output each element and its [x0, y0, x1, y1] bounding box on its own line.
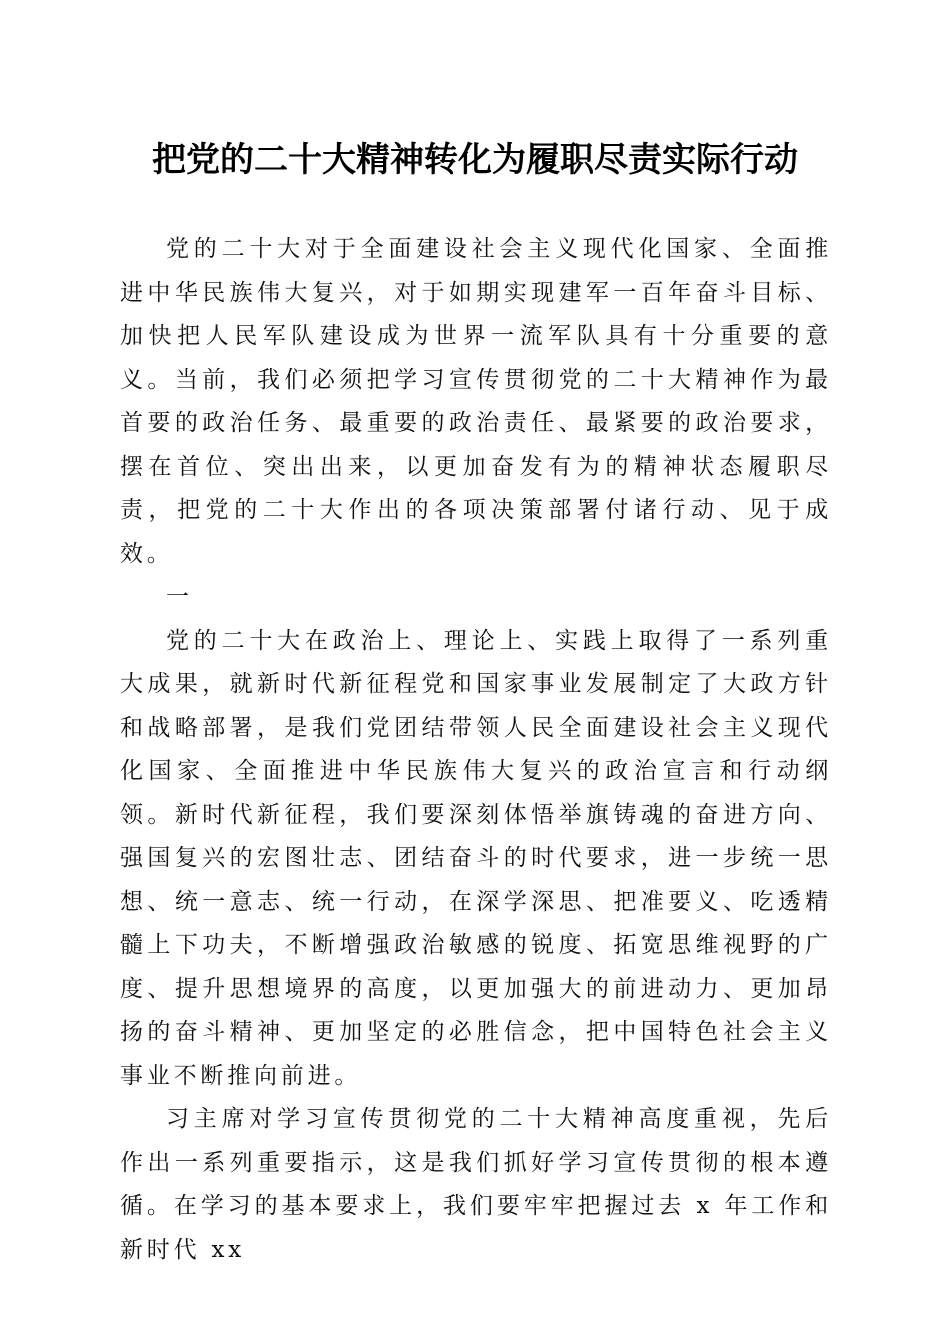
document-title: 把党的二十大精神转化为履职尽责实际行动 — [152, 140, 798, 180]
section-paragraph-2: 习主席对学习宣传贯彻党的二十大精神高度重视，先后作出一系列重要指示，这是我们抓好学习宣传贯彻的根本遵循。在学习的基本要求上，我们要牢牢把握过去 x 年工作和新时代 xx — [120, 1106, 832, 1263]
section-paragraph-1: 党的二十大在政治上、理论上、实践上取得了一系列重大成果，就新时代新征程党和国家事业发展制定了大政方针和战略部署，是我们党团结带领人民全面建设社会主义现代化国家、全面推进中华民族伟大复兴的政治宣言和行动纲领。新时代新征程，我们要深刻体悟举旗铸魂的奋进方向、强国复兴的宏图壮志、团结奋斗的时代要求，进一步统一思想、统一意志、统一行动，在深学深思、把准要义、吃透精髓上下功夫，不断增强政治敏感的锐度、拓宽思维视野的广度、提升思想境界的高度，以更加强大的前进动力、更加昂扬的奋斗精神、更加坚定的必胜信念，把中国特色社会主义事业不断推向前进。 — [120, 627, 832, 1089]
section-number: 一 — [166, 584, 193, 610]
document-body — [120, 228, 832, 1272]
intro-paragraph: 党的二十大对于全面建设社会主义现代化国家、全面推进中华民族伟大复兴，对于如期实现建军一百年奋斗目标、加快把人民军队建设成为世界一流军队具有十分重要的意义。当前，我们必须把学习宣传贯彻党的二十大精神作为最首要的政治任务、最重要的政治责任、最紧要的政治要求，摆在首位、突出出来，以更加奋发有为的精神状态履职尽责，把党的二十大作出的各项决策部署付诸行动、见于成效。 — [120, 236, 832, 567]
